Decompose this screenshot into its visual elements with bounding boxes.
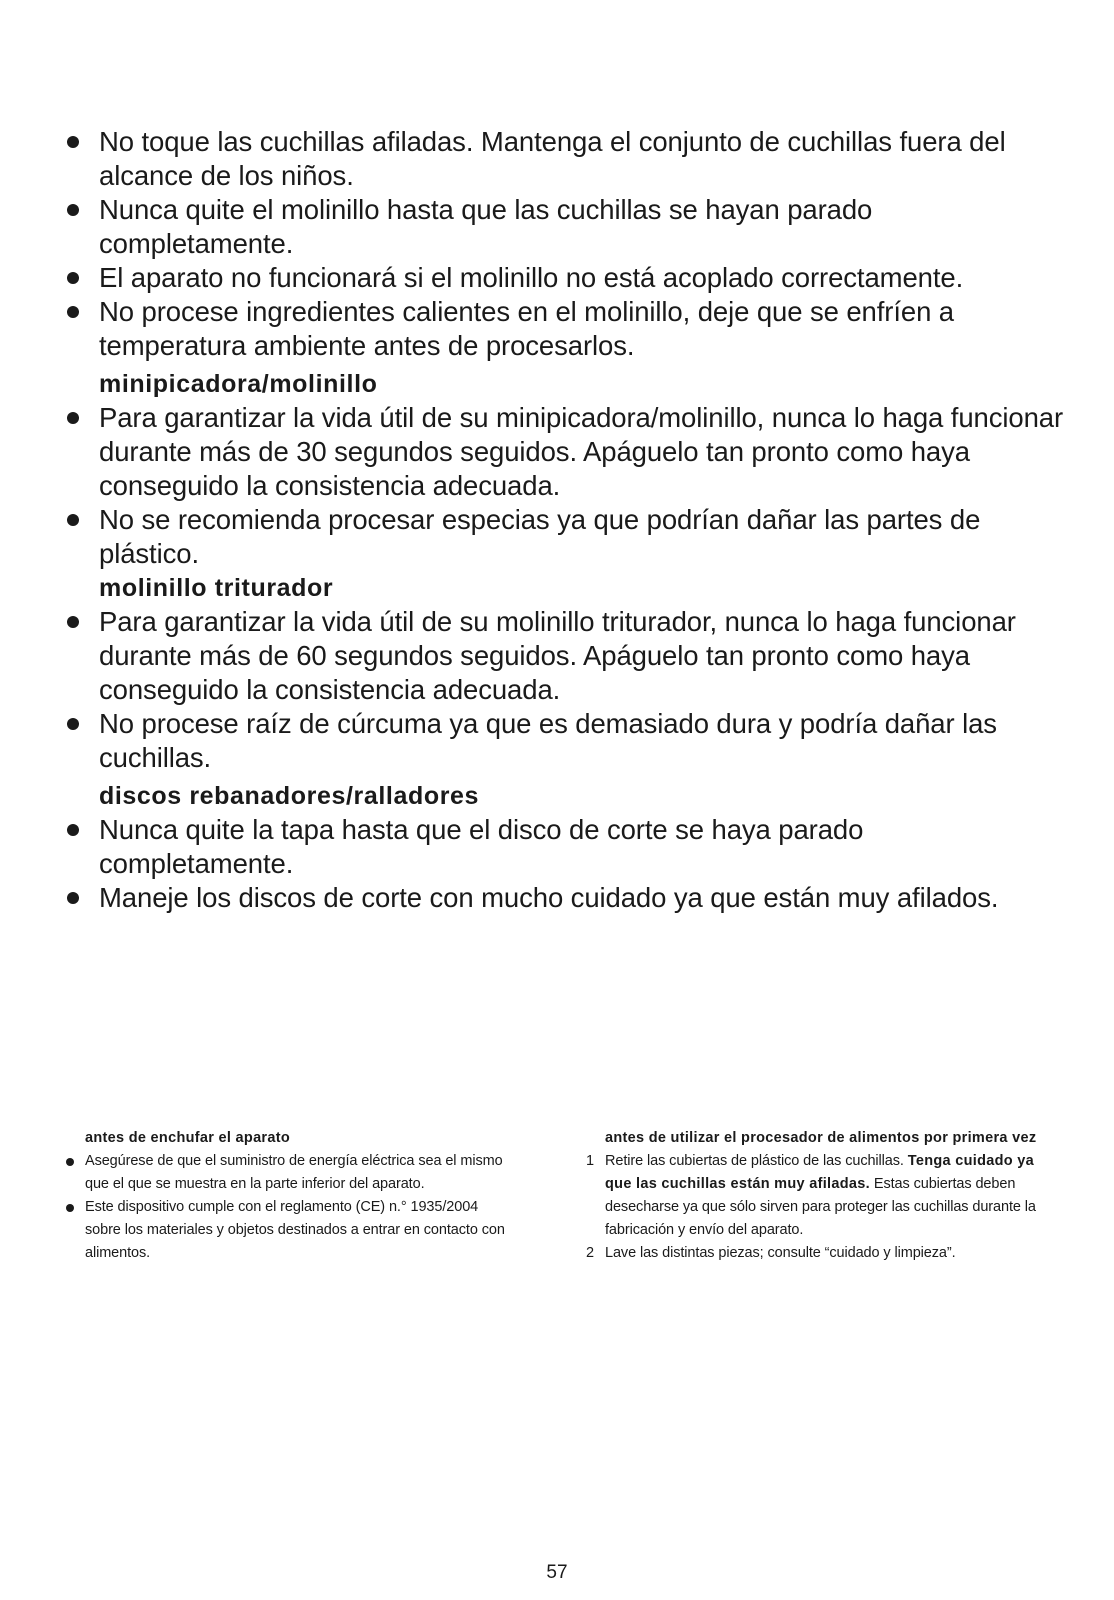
section-heading: minipicadora/molinillo bbox=[99, 370, 378, 398]
section-heading: discos rebanadores/ralladores bbox=[99, 782, 480, 810]
bullet-icon bbox=[66, 1158, 74, 1166]
bullet-icon bbox=[67, 824, 79, 836]
list-item: Nunca quite el molinillo hasta que las cuchillas se hayan parado completamente. bbox=[64, 193, 1064, 261]
step-item bbox=[584, 1150, 1054, 1242]
bullet-icon bbox=[67, 136, 79, 148]
section-heading: molinillo triturador bbox=[99, 574, 334, 602]
bullet-icon bbox=[67, 616, 79, 628]
list-item: Para garantizar la vida útil de su molinillo triturador, nunca lo haga funcionar durante más de 60 segundos seguidos. Apáguelo tan pronto como haya conseguido la consistencia adecuada. bbox=[64, 605, 1064, 707]
step-number: 2 bbox=[586, 1245, 594, 1261]
right-column-title: antes de utilizar el procesador de alimentos por primera vez bbox=[605, 1130, 1037, 1146]
list-item: No toque las cuchillas afiladas. Mantenga el conjunto de cuchillas fuera del alcance de los niños. bbox=[64, 125, 1064, 193]
bullet-icon bbox=[66, 1204, 74, 1212]
step-warning: Tenga cuidado ya que las cuchillas están muy afiladas. bbox=[605, 1153, 1034, 1192]
list-item: Nunca quite la tapa hasta que el disco de corte se haya parado completamente. bbox=[64, 813, 1064, 881]
list-item: Asegúrese de que el suministro de energía eléctrica sea el mismo que el que se muestra en la parte inferior del aparato. bbox=[64, 1150, 514, 1196]
step-number: 1 bbox=[586, 1153, 594, 1169]
list-item: Para garantizar la vida útil de su minipicadora/molinillo, nunca lo haga funcionar durante más de 30 segundos seguidos. Apáguelo tan pronto como haya conseguido la consistencia adecuada. bbox=[64, 401, 1064, 503]
left-column-title: antes de enchufar el aparato bbox=[85, 1130, 291, 1146]
right-column bbox=[584, 1127, 1054, 1265]
page-number: 57 bbox=[546, 1562, 568, 1583]
bullet-icon bbox=[67, 272, 79, 284]
list-item: El aparato no funcionará si el molinillo no está acoplado correctamente. bbox=[64, 261, 1064, 295]
list-item: No se recomienda procesar especias ya que podrían dañar las partes de plástico. bbox=[64, 503, 1064, 571]
step-item bbox=[584, 1242, 1054, 1265]
list-item: No procese raíz de cúrcuma ya que es demasiado dura y podría dañar las cuchillas. bbox=[64, 707, 1064, 775]
list-item: Este dispositivo cumple con el reglamento (CE) n.° 1935/2004 sobre los materiales y objetos destinados a entrar en contacto con alimentos. bbox=[64, 1196, 514, 1265]
bullet-icon bbox=[67, 718, 79, 730]
bullet-icon bbox=[67, 204, 79, 216]
bullet-icon bbox=[67, 514, 79, 526]
list-item: No procese ingredientes calientes en el molinillo, deje que se enfríen a temperatura ambiente antes de procesarlos. bbox=[64, 295, 1064, 363]
step-text: Retire las cubiertas de plástico de las cuchillas. bbox=[605, 1153, 904, 1169]
step-text: Lave las distintas piezas; consulte “cuidado y limpieza”. bbox=[605, 1245, 956, 1261]
list-item: Maneje los discos de corte con mucho cuidado ya que están muy afilados. bbox=[64, 881, 1064, 915]
bullet-icon bbox=[67, 412, 79, 424]
bullet-icon bbox=[67, 306, 79, 318]
left-column bbox=[64, 1127, 514, 1265]
bullet-icon bbox=[67, 892, 79, 904]
main-content bbox=[64, 125, 1064, 915]
step-text-after: Estas cubiertas deben desecharse ya que sólo sirven para proteger las cuchillas durante la fabricación y envío del aparato. bbox=[605, 1176, 1036, 1238]
